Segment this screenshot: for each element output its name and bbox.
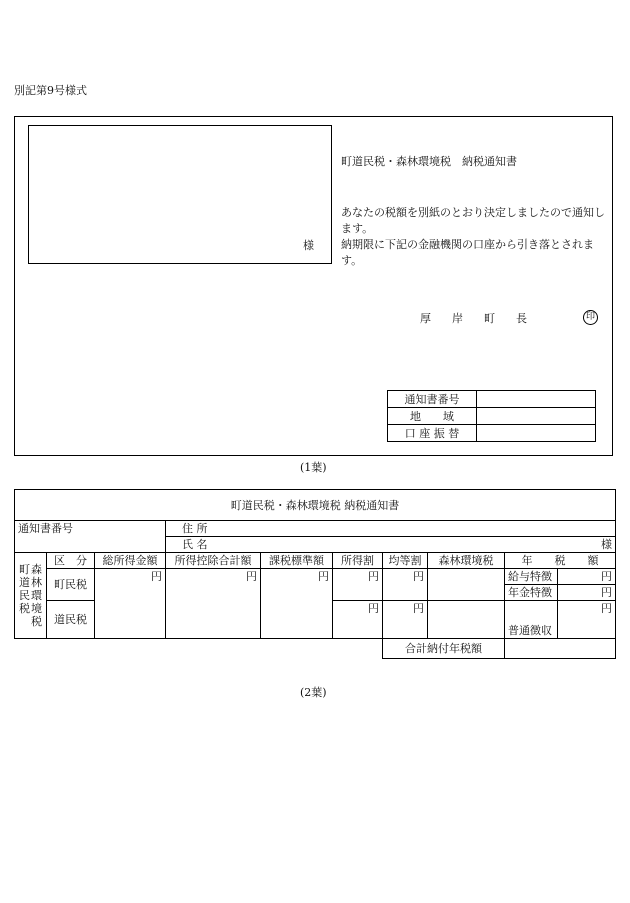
notice-number-value [477, 391, 596, 408]
vertical-text-town-pref: 町道民税 [19, 563, 30, 615]
name-label: 氏 名 [166, 537, 558, 553]
table-row [15, 521, 616, 537]
table-row [388, 408, 596, 425]
form-label: 別記第9号様式 [14, 84, 87, 97]
honorific-sama-2: 様 [558, 537, 616, 553]
pref-tax-label: 道民税 [47, 601, 95, 639]
table-row [388, 425, 596, 442]
region-label: 地 域 [388, 408, 477, 425]
account-transfer-label: 口 座 振 替 [388, 425, 477, 442]
header-total-income: 総所得金額 [95, 553, 166, 569]
header-taxable: 課税標準額 [261, 553, 333, 569]
sheet2-title: 町道民税・森林環境税 納税通知書 [15, 490, 616, 521]
notice-number-label: 通知書番号 [388, 391, 477, 408]
body-line-2: 納期限に下記の金融機関の口座から引き落とされます。 [341, 238, 594, 267]
notice-number-value-2 [15, 537, 166, 553]
town-income-rate-yen: 円 [333, 569, 383, 601]
table-row [388, 391, 596, 408]
header-forest-tax: 森林環境税 [428, 553, 505, 569]
mayor-char: 町 [484, 312, 495, 325]
address-window-box [28, 125, 332, 264]
leaf-2-label: (2葉) [300, 686, 327, 699]
table-row [15, 537, 616, 553]
pref-equal-rate-yen: 円 [383, 601, 428, 639]
header-deduction: 所得控除合計額 [166, 553, 261, 569]
tax-type-vertical-label [15, 553, 47, 639]
total-tax-label: 合計納付年税額 [383, 639, 505, 659]
pension-withholding-yen: 円 [558, 585, 616, 601]
body-line-1: あなたの税額を別紙のとおり決定しましたので通知します。 [341, 206, 605, 235]
table-row [15, 639, 616, 659]
town-tax-label: 町民税 [47, 569, 95, 601]
notice-sheet-1 [14, 116, 613, 456]
table-row [15, 569, 616, 585]
town-equal-rate-yen: 円 [383, 569, 428, 601]
mayor-signature [420, 310, 548, 326]
tax-detail-table [14, 489, 616, 659]
sheet1-body [341, 205, 613, 269]
table-row [15, 490, 616, 521]
pref-forest-tax-cell [428, 601, 505, 639]
honorific-sama: 様 [303, 239, 314, 252]
town-forest-tax-cell [428, 569, 505, 601]
total-spacer [15, 639, 383, 659]
region-value [477, 408, 596, 425]
header-equal-rate: 均等割 [383, 553, 428, 569]
header-kubun: 区 分 [47, 553, 95, 569]
total-income-yen: 円 [95, 569, 166, 639]
pension-withholding-label: 年金特徴 [505, 585, 558, 601]
account-transfer-value [477, 425, 596, 442]
ordinary-collection-label: 普通徴収 [505, 601, 558, 639]
header-income-rate: 所得割 [333, 553, 383, 569]
total-tax-value [505, 639, 616, 659]
pref-income-rate-yen: 円 [333, 601, 383, 639]
ordinary-collection-yen: 円 [558, 601, 616, 639]
notice-info-table [387, 390, 596, 442]
notice-sheet-2 [14, 489, 615, 659]
mayor-char: 岸 [452, 312, 463, 325]
notice-number-label-2: 通知書番号 [15, 521, 166, 537]
address-label: 住 所 [166, 521, 616, 537]
header-annual-tax: 年 税 額 [505, 553, 616, 569]
deduction-yen: 円 [166, 569, 261, 639]
seal-mark: 印 [583, 310, 598, 325]
mayor-char: 長 [516, 312, 527, 325]
table-row [15, 553, 616, 569]
vertical-text-forest: 森林環境税 [31, 563, 42, 628]
salary-withholding-yen: 円 [558, 569, 616, 585]
salary-withholding-label: 給与特徴 [505, 569, 558, 585]
taxable-yen: 円 [261, 569, 333, 639]
mayor-char: 厚 [420, 312, 431, 325]
leaf-1-label: (1葉) [300, 461, 327, 474]
sheet1-title: 町道民税・森林環境税 納税通知書 [341, 155, 517, 168]
